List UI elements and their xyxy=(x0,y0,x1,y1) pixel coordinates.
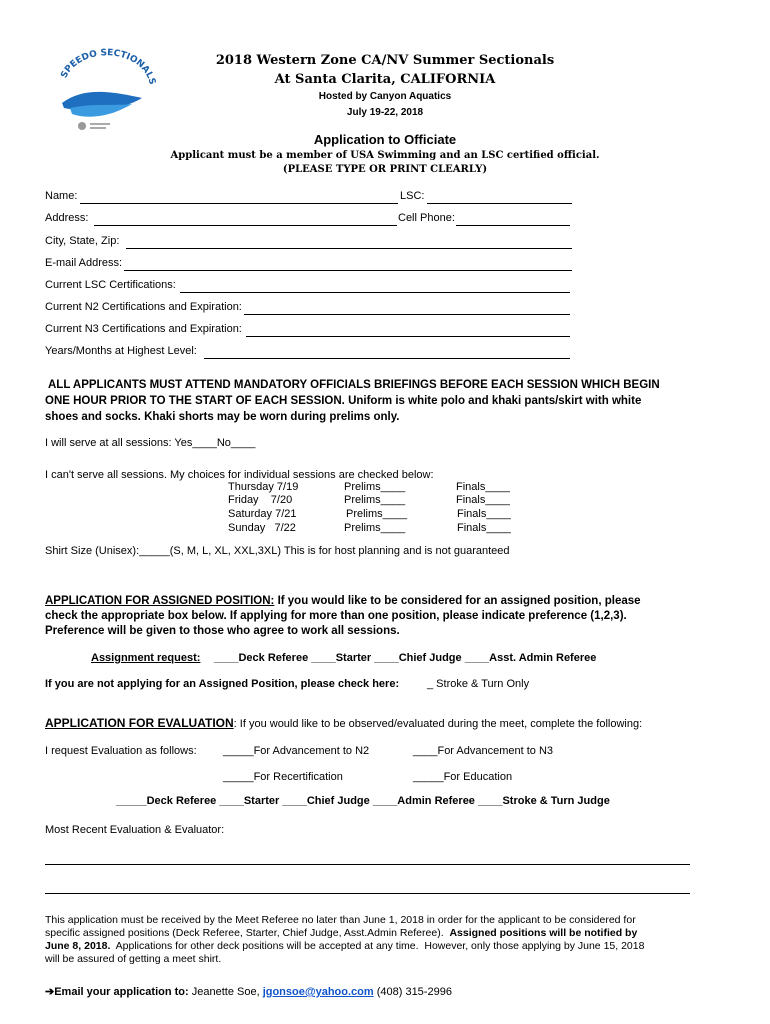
assigned-line-2: check the appropriate box below. If applying for more than one position, please indicate preference (1,2,3). xyxy=(45,610,627,622)
session-prelims[interactable]: Prelims____ xyxy=(346,508,408,520)
address-field[interactable] xyxy=(94,225,397,226)
eval-education[interactable]: _____For Education xyxy=(413,771,513,783)
event-dates: July 19-22, 2018 xyxy=(346,107,424,118)
cell-phone-field[interactable] xyxy=(456,225,570,226)
shirt-size-options: _____(S, M, L, XL, XXL,3XL) This is for host planning and is not guaranteed xyxy=(139,545,510,557)
session-finals[interactable]: Finals____ xyxy=(457,508,511,520)
evaluation-line xyxy=(45,716,642,730)
evaluation-request-label: I request Evaluation as follows: xyxy=(45,745,197,757)
assigned-line-1 xyxy=(45,595,641,607)
event-title: 2018 Western Zone CA/NV Summer Sectionals xyxy=(215,53,555,68)
address-label: Address: xyxy=(45,212,89,224)
lsc-certs-label: Current LSC Certifications: xyxy=(45,279,176,291)
notice-line-2: ONE HOUR PRIOR TO THE START OF EACH SESSION. Uniform is white polo and khaki pants/skirt with white xyxy=(45,395,642,407)
contact-name: Jeanette Soe, xyxy=(188,986,263,998)
not-applying-label: If you are not applying for an Assigned Position, please check here: xyxy=(45,678,400,690)
sectionals-logo xyxy=(52,48,162,138)
recent-evaluation-field-1[interactable] xyxy=(45,864,690,865)
eval-adv-n3[interactable]: ____For Advancement to N3 xyxy=(413,745,554,757)
city-state-zip-label: City, State, Zip: xyxy=(45,235,120,247)
session-prelims[interactable]: Prelims____ xyxy=(344,522,406,534)
years-months-field[interactable] xyxy=(204,358,570,359)
assignment-request-label: Assignment request: xyxy=(91,652,201,664)
print-note: (PLEASE TYPE OR PRINT CLEARLY) xyxy=(282,164,488,175)
session-prelims[interactable]: Prelims____ xyxy=(344,494,406,506)
lsc-field[interactable] xyxy=(427,203,572,204)
eval-positions[interactable]: _____Deck Referee ____Starter ____Chief Judge ____Admin Referee ____Stroke & Turn Judge xyxy=(116,795,610,807)
footer-line-4: will be assured of getting a meet shirt. xyxy=(45,953,222,965)
session-day: Sunday 7/22 xyxy=(228,522,296,534)
email-application-line xyxy=(45,985,452,998)
assigned-text-1: If you would like to be considered for an assigned position, please xyxy=(274,595,641,607)
cell-phone-label: Cell Phone: xyxy=(398,212,455,224)
session-day: Saturday 7/21 xyxy=(228,508,297,520)
years-months-label: Years/Months at Highest Level: xyxy=(45,345,197,357)
contact-phone: (408) 315-2996 xyxy=(373,986,452,998)
session-finals[interactable]: Finals____ xyxy=(456,494,510,506)
assigned-heading: APPLICATION FOR ASSIGNED POSITION: xyxy=(45,595,275,607)
name-label: Name: xyxy=(45,190,78,202)
event-location: At Santa Clarita, CALIFORNIA xyxy=(274,72,496,87)
lsc-label: LSC: xyxy=(400,190,425,202)
eval-recert[interactable]: _____For Recertification xyxy=(223,771,343,783)
lsc-certs-field[interactable] xyxy=(180,292,570,293)
evaluation-heading: APPLICATION FOR EVALUATION xyxy=(45,716,234,730)
form-title: Application to Officiate xyxy=(313,132,457,147)
name-field[interactable] xyxy=(80,203,398,204)
n3-certs-label: Current N3 Certifications and Expiration: xyxy=(45,323,242,335)
city-state-zip-field[interactable] xyxy=(126,248,572,249)
n2-certs-field[interactable] xyxy=(244,314,570,315)
stroke-turn-option[interactable]: _ Stroke & Turn Only xyxy=(427,678,530,690)
n3-certs-field[interactable] xyxy=(246,336,570,337)
email-label: E-mail Address: xyxy=(45,257,123,269)
all-sessions-line[interactable]: I will serve at all sessions: Yes____No____ xyxy=(45,437,256,449)
email-application-label: ➔Email your application to: xyxy=(45,986,189,998)
session-finals[interactable]: Finals____ xyxy=(456,481,510,493)
event-host: Hosted by Canyon Aquatics xyxy=(318,91,452,102)
cant-serve-line: I can't serve all sessions. My choices for individual sessions are checked below: xyxy=(45,469,434,481)
svg-text:SPEEDO SECTIONALS: SPEEDO SECTIONALS xyxy=(59,48,157,86)
session-day: Friday 7/20 xyxy=(228,494,293,506)
session-finals[interactable]: Finals____ xyxy=(457,522,511,534)
evaluation-heading-text: : If you would like to be observed/evaluated during the meet, complete the following: xyxy=(233,718,643,730)
email-field[interactable] xyxy=(124,270,572,271)
notice-line-3: shoes and socks. Khaki shorts may be worn during prelims only. xyxy=(45,411,400,423)
assigned-line-3: Preference will be given to those who agree to work all sessions. xyxy=(45,625,400,637)
session-day: Thursday 7/19 xyxy=(228,481,299,493)
footer-line-1: This application must be received by the Meet Referee no later than June 1, 2018 in order for the applicant to be considered for xyxy=(45,914,636,926)
footer-line-2 xyxy=(45,927,637,939)
recent-evaluation-field-2[interactable] xyxy=(45,893,690,894)
session-prelims[interactable]: Prelims____ xyxy=(344,481,406,493)
assignment-request-options[interactable]: ____Deck Referee ____Starter ____Chief Judge ____Asst. Admin Referee xyxy=(214,652,597,664)
contact-email-link[interactable]: jgonsoe@yahoo.com xyxy=(262,986,374,998)
recent-evaluation-label: Most Recent Evaluation & Evaluator: xyxy=(45,824,225,836)
footer-line-3 xyxy=(45,940,644,952)
footer-line-2-text: specific assigned positions (Deck Referee, Starter, Chief Judge, Asst.Admin Referee). xyxy=(45,927,450,939)
footer-notify-date: June 8, 2018. xyxy=(45,940,111,952)
eval-adv-n2[interactable]: _____For Advancement to N2 xyxy=(223,745,370,757)
footer-line-3-text: Applications for other deck positions will be accepted at any time. However, only those applying by June 15, 2018 xyxy=(110,940,645,952)
n2-certs-label: Current N2 Certifications and Expiration: xyxy=(45,301,242,313)
requirement-note: Applicant must be a member of USA Swimming and an LSC certified official. xyxy=(170,150,600,161)
footer-notify-text: Assigned positions will be notified by xyxy=(449,927,638,939)
shirt-size-label: Shirt Size (Unisex): xyxy=(45,545,140,557)
notice-line-1: ALL APPLICANTS MUST ATTEND MANDATORY OFFICIALS BRIEFINGS BEFORE EACH SESSION WHICH BEGIN xyxy=(48,379,660,391)
shirt-size-line[interactable] xyxy=(45,545,510,557)
